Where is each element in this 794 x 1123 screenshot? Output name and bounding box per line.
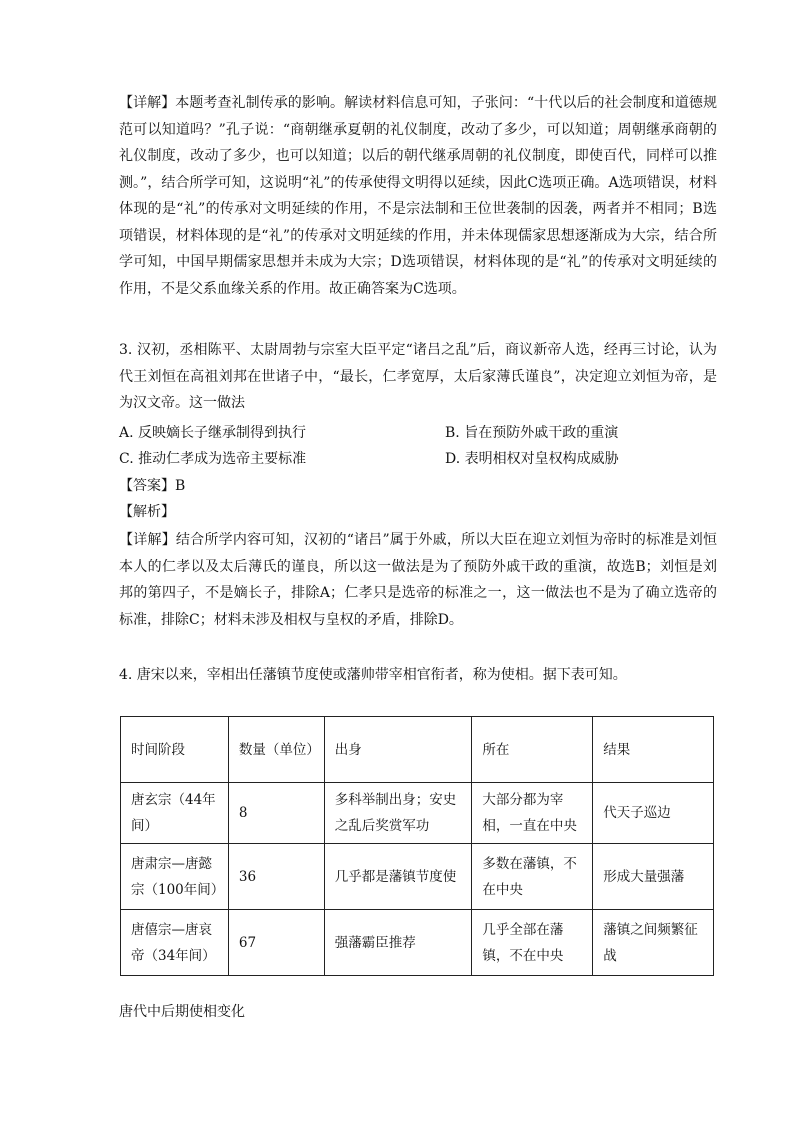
- table-header-cell: 时间阶段: [121, 717, 229, 783]
- table-header-cell: 结果: [593, 717, 714, 783]
- q4-stem: 4. 唐宋以来，宰相出任藩镇节度使或藩帅带宰相官衔者，称为使相。据下表可知。: [119, 667, 627, 683]
- table-header-row: [121, 717, 714, 783]
- table-cell: 唐玄宗（44年间）: [121, 783, 229, 844]
- table-cell: 几乎都是藩镇节度使: [324, 844, 472, 910]
- table-row: [121, 783, 714, 844]
- table-cell: 大部分都为宰相，一直在中央: [472, 783, 593, 844]
- q3-analysis-label: 【解析】: [119, 504, 175, 520]
- table-row: [121, 910, 714, 976]
- q3-option-c: C. 推动仁孝成为选帝主要标准: [119, 451, 307, 467]
- q3-option-d: D. 表明相权对皇权构成威胁: [445, 451, 619, 467]
- table-cell: 67: [228, 910, 324, 976]
- table-header-cell: 数量（单位）: [228, 717, 324, 783]
- q4-table: [120, 716, 714, 976]
- q3-option-a: A. 反映嫡长子继承制得到执行: [119, 425, 307, 441]
- q3-option-b: B. 旨在预防外戚干政的重演: [445, 425, 619, 441]
- q3-answer: 【答案】B: [119, 478, 186, 494]
- table-cell: 36: [228, 844, 324, 910]
- table-row: [121, 844, 714, 910]
- table-cell: 藩镇之间频繁征战: [593, 910, 714, 976]
- table-cell: 唐肃宗—唐懿宗（100年间）: [121, 844, 229, 910]
- table-cell: 多数在藩镇，不在中央: [472, 844, 593, 910]
- q2-explanation: 【详解】本题考查礼制传承的影响。解读材料信息可知，子张问：“十代以后的社会制度和道德规范可以知道吗？”孔子说：“商朝继承夏朝的礼仪制度，改动了多少，可以知道；周朝继承商朝的礼仪制度，改动了多少，也可以知道；以后的朝代继承周朝的礼仪制度，即使百代，同样可以推测。”，结合所学可知，这说明“礼”的传承使得文明得以延续，因此C选项正确。A选项错误，材料体现的是“礼”的传承对文明延续的作用，不是宗法制和王位世袭制的因袭，两者并不相同；B选项错误，材料体现的是“礼”的传承对文明延续的作用，并未体现儒家思想逐渐成为大宗，结合所学可知，中国早期儒家思想并未成为大宗；D选项错误，材料体现的是“礼”的传承对文明延续的作用，不是父系血缘关系的作用。故正确答案为C选项。: [119, 95, 717, 297]
- q3-explanation: 【详解】结合所学内容可知，汉初的“诸吕”属于外戚，所以大臣在迎立刘恒为帝时的标准是刘恒本人的仁孝以及太后薄氏的谨良，所以这一做法是为了预防外戚干政的重演，故选B；刘恒是刘邦的第四子，不是嫡长子，排除A；仁孝只是选帝的标准之一，这一做法也不是为了确立选帝的标准，排除C；材料未涉及相权与皇权的矛盾，排除D。: [119, 532, 717, 628]
- table-cell: 多科举制出身；安史之乱后奖赏军功: [324, 783, 472, 844]
- table-cell: 代天子巡边: [593, 783, 714, 844]
- table-cell: 形成大量强藩: [593, 844, 714, 910]
- table-cell: 几乎全部在藩镇，不在中央: [472, 910, 593, 976]
- table-header-cell: 所在: [472, 717, 593, 783]
- q3-stem: 3. 汉初，丞相陈平、太尉周勃与宗室大臣平定“诸吕之乱”后，商议新帝人选，经再三讨论，认为代王刘恒在高祖刘邦在世诸子中，“最长，仁孝宽厚，太后家薄氏谨良”，决定迎立刘恒为帝，是为汉文帝。这一做法: [119, 342, 717, 411]
- table-header-cell: 出身: [324, 717, 472, 783]
- table-caption: 唐代中后期使相变化: [119, 1004, 245, 1020]
- table-cell: 8: [228, 783, 324, 844]
- table-cell: 唐僖宗—唐哀帝（34年间）: [121, 910, 229, 976]
- table-cell: 强藩霸臣推荐: [324, 910, 472, 976]
